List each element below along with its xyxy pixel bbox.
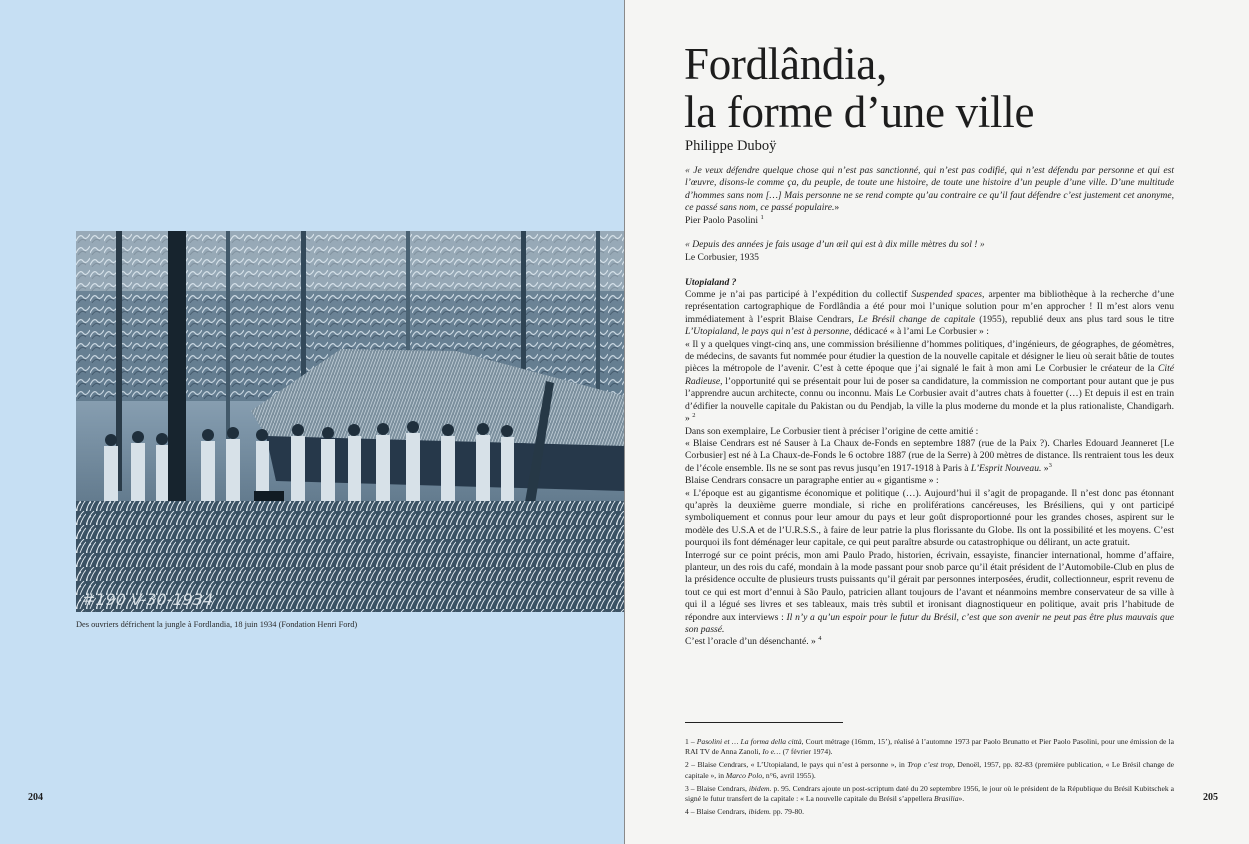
fn4-c: pp. 79-80.: [771, 807, 804, 817]
paragraph-1: [685, 289, 1174, 339]
footnote-ref-3[interactable]: 3: [1048, 461, 1052, 469]
footnotes: [685, 737, 1174, 820]
fn2-a: 2 – Blaise Cendrars, « L’Utopialand, le pays qui n’est à personne », in: [685, 760, 908, 770]
epigraph-pasolini-text: « Je veux défendre quelque chose qui n’est pas sanctionné, qui n’est pas codifié, qui n’est défendu par personne et qui est l’œuvre, disons-le comme ça, du peuple, de toute une histoire, de toute une histoire d’un peuple d’une ville. D’une multitude d’hommes sans nom […] Mais personne ne se rend compte qu’au contraire ce qu’il faut défendre c’est justement cet anonyme, ce passé sans nom, ce passé populaire.: [685, 165, 1174, 214]
fn1-d: Io e…: [762, 747, 781, 757]
fn4-b: ibidem.: [748, 807, 772, 817]
epigraph-pasolini-author: Pier Paolo Pasolini: [685, 214, 759, 226]
page-number-right: 205: [1203, 792, 1218, 803]
footnote-2: [685, 760, 1174, 780]
title-line-1: Fordlândia,: [684, 39, 887, 89]
p1-text-f: L’Utopialand, le pays qui n’est à personne: [685, 326, 850, 338]
fn1-a: 1 –: [685, 737, 697, 746]
epigraph-corbusier-author: Le Corbusier, 1935: [685, 251, 759, 263]
fn3-b: ibidem.: [748, 783, 772, 793]
fn1-e: (7 février 1974).: [780, 747, 833, 757]
left-page: [0, 0, 624, 844]
fn3-e: ».: [958, 794, 965, 804]
page-number-left: 204: [28, 792, 43, 803]
p4-text-c: »: [1041, 462, 1049, 474]
p4-text-a: « Blaise Cendrars est né Sauser à La Chaux de-Fonds en septembre 1887 (rue de la Paix ?). Charles Edouard Jeanneret [Le Corbusier] est né à La Chaux-de-Fonds le 6 octobre 1887 (rue de la Serre) à 200 mètres de distance. Ils rentraient tous les deux de l’école ensemble. Ils ne se sont pas revus jusqu’en 1917-1918 à Paris à: [685, 437, 1174, 474]
photo-inscription: #190 V-30-1934: [82, 590, 214, 609]
article-title: [684, 40, 1204, 136]
p2-text-b: Cité Radieuse: [685, 363, 1174, 387]
fn2-c: , Denoël, 1957, pp. 82-83 (première publication, « Le Brésil change de capitale », in: [685, 760, 1174, 780]
p2-text-a: « Il y a quelques vingt-cinq ans, une commission brésilienne d’hommes politiques, d’ingénieurs, de géographes, de géomètres, de médecins, de savants fut nommée pour étudier la question de la nouvelle capitale et désigner le lieu où serait bâtie de toutes pièces la métropole de l’avenir. C’est à cette époque que j’ai signalé le fait à mon ami Le Corbusier le créateur de la: [685, 338, 1174, 375]
p1-text-g: , dédicacé « à l’ami Le Corbusier » :: [849, 326, 989, 338]
paragraph-6: « L’époque est au gigantisme économique et politique (…). Aujourd’hui il s’agit de propagande. Il n’est donc pas étonnant qu’après la deuxième guerre mondiale, si riche en proliférations cancéreuses, les Brésiliens, qui y ont participé symboliquement et connus pour leur amour du pays et leur goût disproportionné pour les grandes choses, aspirent sur le modèle des U.S.A et de l’U.R.S.S., à faire de leur patrie la plus florissante du Globe. Ils ont la possibilité et les moyens. C’est pourquoi ils font déménager leur capitale, ce qui peut paraître absurde ou catastrophique ou délirant, un acte gratuit.: [685, 487, 1174, 549]
footnote-ref-1[interactable]: 1: [760, 213, 764, 221]
p1-text-a: Comme je n’ai pas participé à l’expédition du collectif: [685, 289, 912, 301]
paragraph-7: [685, 550, 1174, 637]
p1-text-e: (1955), republié deux ans plus tard sous le titre: [975, 313, 1174, 325]
epigraph-corbusier-text: « Depuis des années je fais usage d’un œil qui est à dix mille mètres du sol ! »: [685, 239, 985, 251]
footnote-4: [685, 807, 1174, 817]
footnote-ref-4[interactable]: 4: [818, 635, 822, 643]
fn3-a: 3 – Blaise Cendrars,: [685, 783, 749, 793]
fn3-c: p. 95. Cendrars ajoute un post-scriptum daté du 20 septembre 1956, le jour où le président de la République du Brésil Kubitschek a signé le futur transfert de la capitale : « La nouvelle capitale du Brésil s’appellera: [685, 783, 1174, 804]
footnote-ref-2[interactable]: 2: [692, 411, 696, 419]
title-line-2: la forme d’une ville: [684, 87, 1035, 137]
p8-text: C’est l’oracle d’un désenchanté. »: [685, 636, 816, 648]
paragraph-4: [685, 438, 1174, 475]
footnote-1: [685, 737, 1174, 757]
epigraph-pasolini: [685, 165, 1174, 227]
fn1-b: Pasolini et … La forma della città: [696, 737, 802, 746]
fn4-a: 4 – Blaise Cendrars,: [685, 807, 749, 817]
paragraph-8: [685, 636, 1174, 648]
fn2-e: , n°6, avril 1955).: [762, 770, 816, 780]
epigraph-pasolini-close: »: [834, 202, 840, 214]
article-body: [685, 165, 1174, 649]
epigraph-corbusier: [685, 239, 1174, 264]
photo-caption: Des ouvriers défrichent la jungle à Fordlandia, 18 juin 1934 (Fondation Henri Ford): [76, 620, 358, 629]
p1-text-b: Suspended spaces: [911, 289, 983, 301]
paragraph-3: Dans son exemplaire, Le Corbusier tient à préciser l’origine de cette amitié :: [685, 425, 979, 437]
paragraph-2: [685, 339, 1174, 426]
p2-text-c: , l’opportunité qui se présentait pour lui de poser sa candidature, la commission ne comportant pour autant que je pus l’apprendre aucun architecte, connu ou inconnu. Mais Le Corbusier avait d’autres chats à fouetter (…) Et depuis il est en train d’édifier la nouvelle capitale du Pakistan ou du Pendjab, la ville la plus moderne du monde et la plus rationaliste, Chandigarh. »: [685, 375, 1174, 425]
article-author: Philippe Duboÿ: [685, 138, 777, 154]
footnote-3: [685, 784, 1174, 804]
section-heading: Utopialand ?: [685, 276, 737, 288]
p7-text-b: Il n’y a qu’un espoir pour le futur du Brésil, c’est que son avenir ne peut pas être plus mauvais que son passé.: [685, 611, 1174, 635]
fn1-c: , Court métrage (16mm, 15’), réalisé à l’automne 1973 par Paolo Brunatto et Pier Paolo Pasolini, pour une émission de la RAI TV de Anna Zanoli,: [685, 737, 1174, 757]
fn2-d: Marco Polo: [725, 770, 763, 780]
paragraph-5: Blaise Cendrars consacre un paragraphe entier au « gigantisme » :: [685, 475, 939, 487]
p1-text-d: Le Brésil change de capitale: [858, 313, 976, 325]
p4-text-b: L’Esprit Nouveau.: [970, 462, 1042, 474]
p7-text-a: Interrogé sur ce point précis, mon ami Paulo Prado, historien, écrivain, essayiste, financier international, homme d’affaire, planteur, un des rois du café, mondain à la mode passant pour snob parce qu’il était président de l’Automobile-Club en plus de la présidence occulte de plusieurs trusts puissants qu’il gérait par personnes interposées, érudit, collectionneur, esprit revenu de tout ce qui est mort d’ennui à São Paulo, patricien allant toujours de l’avant et néanmoins membre conservateur de sa ville à qui il a légué ses livres et ses tableaux, mais très subtil et ironisant diagnostiqueur en politique, avait pris l’habitude de répondre aux interviews :: [685, 549, 1174, 623]
fn2-b: Trop c’est trop: [907, 760, 953, 770]
fn3-d: Brasilia: [934, 794, 959, 804]
photo-illustration: [76, 231, 624, 612]
footnote-rule: [685, 722, 843, 723]
jungle-workers-photo: [76, 231, 624, 612]
p1-text-c: , arpenter ma bibliothèque à la recherche d’une représentation cartographique de Fordlândia a été pour moi l’unique solution pour m’en approcher ! Il m’est alors venu immédiatement à l’esprit Blaise Cendrars,: [685, 289, 1174, 325]
